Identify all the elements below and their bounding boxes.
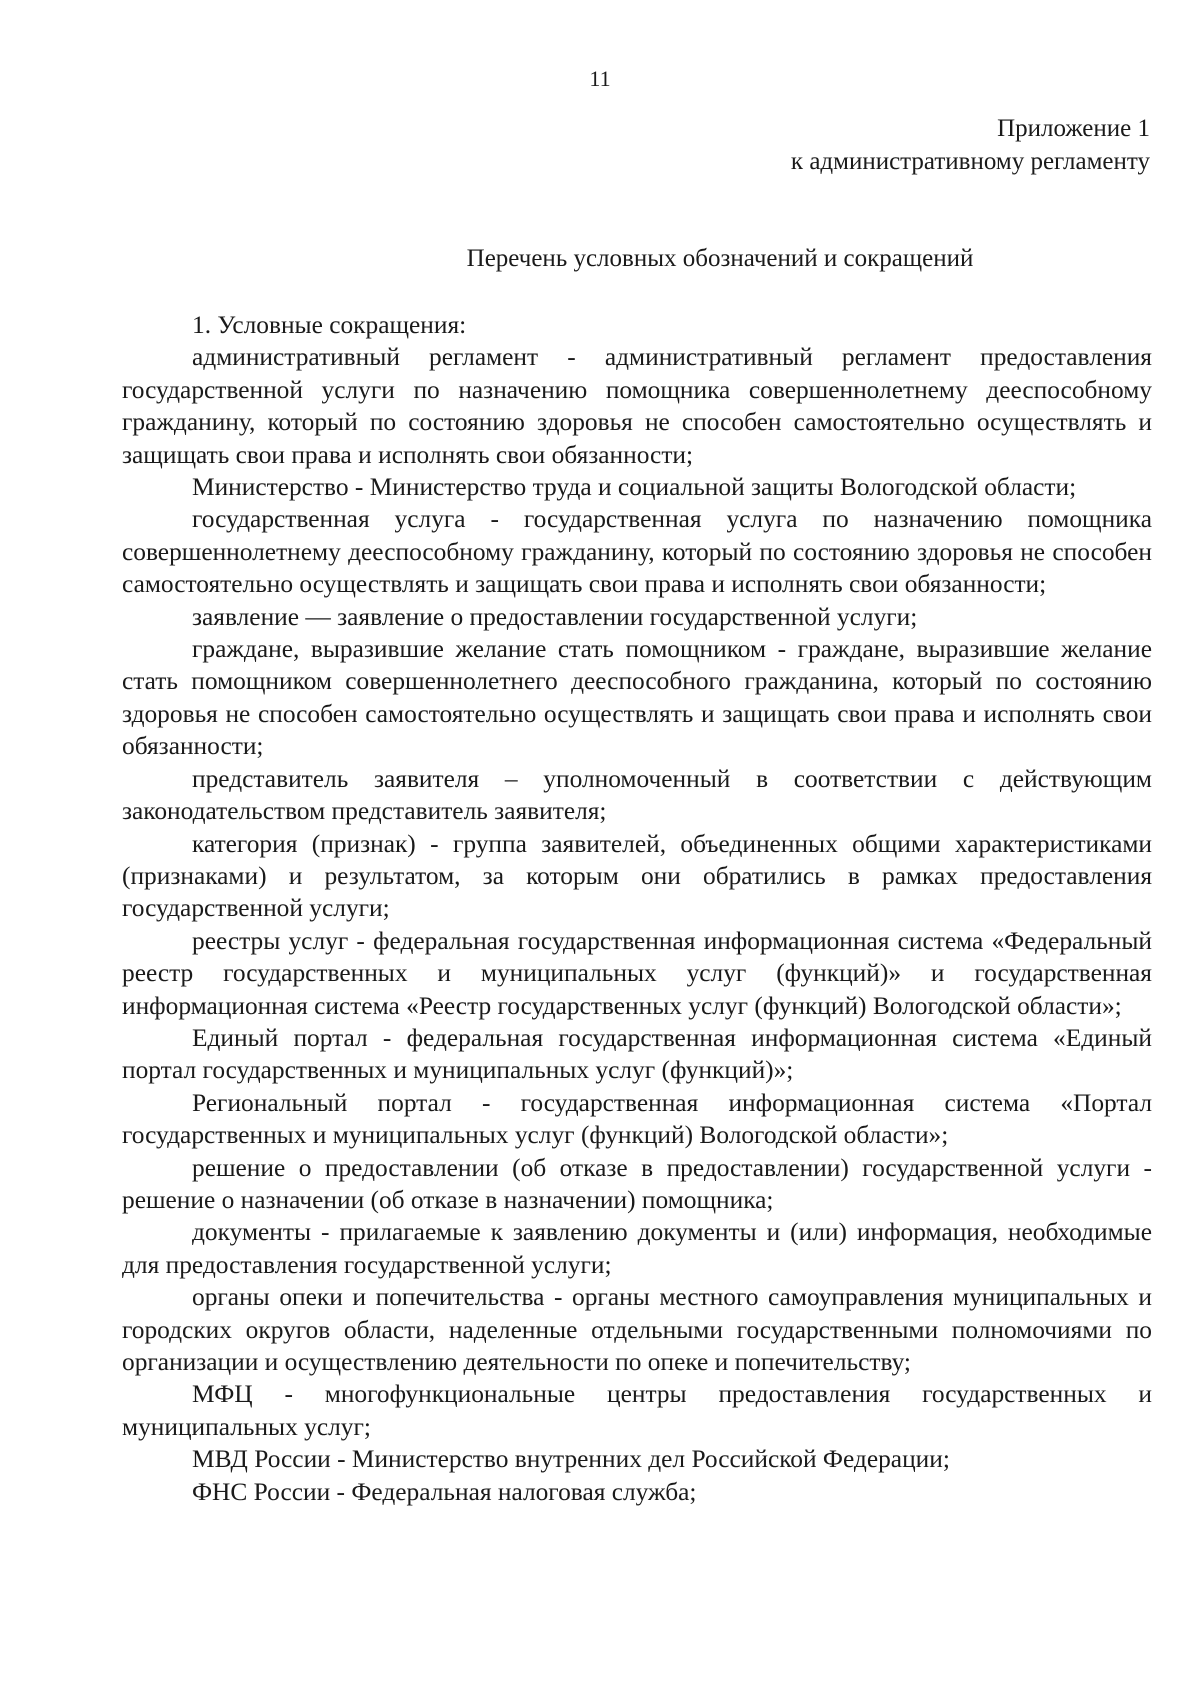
definition-item: Единый портал - федеральная государственная информационная система «Единый портал государственных и муниципальных услуг (функций)»; [122, 1023, 1152, 1085]
definition-item: заявление — заявление о предоставлении государственной услуги; [192, 602, 918, 631]
appendix-header [791, 112, 1150, 178]
appendix-line-1: Приложение 1 [997, 115, 1150, 142]
definition-item: государственная услуга - государственная услуга по назначению помощника совершеннолетнему дееспособному гражданину, который по состоянию здоровья не способен самостоятельно осуществлять и защищать свои права и исполнять свои обязанности; [122, 505, 1152, 599]
definition-item: административный регламент - административный регламент предоставления государственной услуги по назначению помощника совершеннолетнему дееспособному гражданину, который по состоянию здоровья не способен самостоятельно осуществлять и защищать свои права и исполнять свои обязанности; [122, 343, 1152, 469]
definition-item: представитель заявителя – уполномоченный в соответствии с действующим законодательством представитель заявителя; [122, 764, 1152, 826]
definition-item: реестры услуг - федеральная государственная информационная система «Федеральный реестр государственных и муниципальных услуг (функций)» и государственная информационная система «Реестр государственных услуг (функций) Вологодской области»; [122, 926, 1152, 1020]
definition-item: решение о предоставлении (об отказе в предоставлении) государственной услуги - решение о назначении (об отказе в назначении) помощника; [122, 1153, 1152, 1214]
definition-item: органы опеки и попечительства - органы местного самоуправления муниципальных и городских округов области, наделенные отдельными государственными полномочиями по организации и осуществлению деятельности по опеке и попечительству; [122, 1283, 1152, 1376]
definition-item: МВД России - Министерство внутренних дел Российской Федерации; [192, 1445, 950, 1474]
definition-item: МФЦ - многофункциональные центры предоставления государственных и муниципальных услуг; [122, 1380, 1152, 1441]
document-title: Перечень условных обозначений и сокращений [466, 245, 974, 272]
definition-item: Министерство - Министерство труда и социальной защиты Вологодской области; [192, 473, 1077, 502]
definition-item: Региональный портал - государственная информационная система «Портал государственных и муниципальных услуг (функций) Вологодской области»; [122, 1088, 1152, 1150]
appendix-line-2: к административному регламенту [790, 148, 1150, 175]
definition-item: ФНС России - Федеральная налоговая служба; [192, 1477, 697, 1506]
document-body [122, 309, 1152, 1508]
definition-item: документы - прилагаемые к заявлению документы и (или) информация, необходимые для предоставления государственной услуги; [122, 1218, 1152, 1279]
section-heading: 1. Условные сокращения: [192, 311, 467, 339]
definition-item: граждане, выразившие желание стать помощником - граждане, выразившие желание стать помощником совершеннолетнего дееспособного гражданина, который по состоянию здоровья не способен самостоятельно осуществлять и защищать свои права и исполнять свои обязанности; [122, 635, 1152, 761]
page-number: 11 [589, 66, 611, 91]
definition-item: категория (признак) - группа заявителей, объединенных общими характеристиками (признаками) и результатом, за которым они обратились в рамках предоставления государственной услуги; [122, 829, 1152, 923]
